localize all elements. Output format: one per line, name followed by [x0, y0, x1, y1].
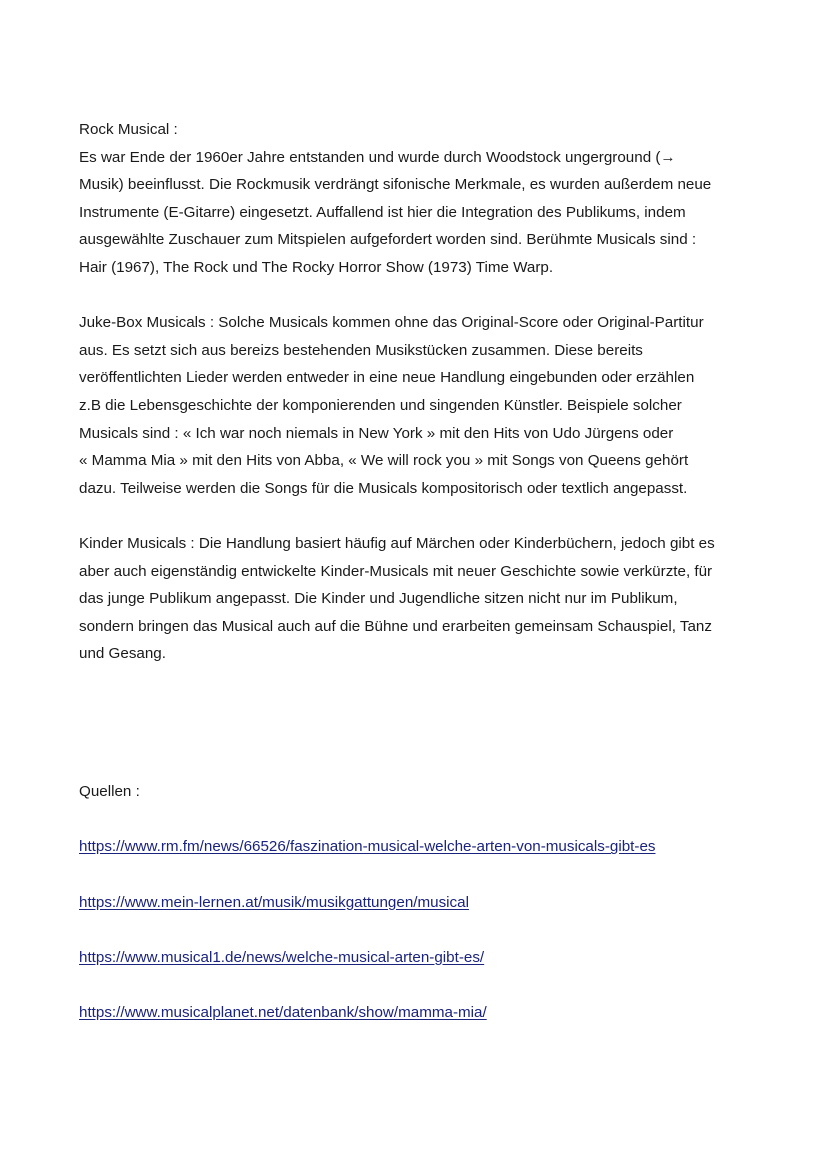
source-item — [79, 833, 759, 861]
sources-heading: Quellen : — [79, 783, 140, 801]
source-link-musicalplanet[interactable]: https://www.musicalplanet.net/datenbank/show/mamma-mia/ — [79, 1004, 487, 1022]
section-kinder-musicals — [79, 530, 759, 668]
paragraph-line: Kinder Musicals : Die Handlung basiert häufig auf Märchen oder Kinderbüchern, jedoch gibt es — [79, 534, 715, 552]
paragraph-line: Musicals sind : « Ich war noch niemals in New York » mit den Hits von Udo Jürgens oder — [79, 424, 674, 442]
paragraph-line: z.B die Lebensgeschichte der komponierenden und singenden Künstler. Beispiele solcher — [79, 396, 682, 414]
source-item — [79, 889, 759, 917]
section-heading-line: Rock Musical : — [79, 121, 178, 138]
source-item — [79, 999, 759, 1027]
sources-list — [79, 833, 759, 1026]
source-link-rm-fm[interactable]: https://www.rm.fm/news/66526/faszination-musical-welche-arten-von-musicals-gibt-es — [79, 838, 656, 856]
paragraph-line: ausgewählte Zuschauer zum Mitspielen aufgefordert worden sind. Berühmte Musicals sind : — [79, 231, 697, 249]
paragraph-line: Musik) beeinflusst. Die Rockmusik verdrängt sifonische Merkmale, es wurden außerdem neue — [79, 176, 712, 194]
paragraph-line: Es war Ende der 1960er Jahre entstanden und wurde durch Woodstock ungerground (→ — [79, 148, 676, 166]
paragraph-line: Hair (1967), The Rock und The Rocky Horror Show (1973) Time Warp. — [79, 258, 554, 276]
section-spacer — [79, 695, 759, 778]
paragraph-line: und Gesang. — [79, 645, 166, 663]
section-juke-box-musicals — [79, 309, 759, 502]
paragraph-line: aus. Es setzt sich aus bereizs bestehenden Musikstücken zusammen. Diese bereits — [79, 341, 643, 359]
paragraph-line: aber auch eigenständig entwickelte Kinder-Musicals mit neuer Geschichte sowie verkürzte, für — [79, 562, 713, 580]
paragraph-line: Instrumente (E-Gitarre) eingesetzt. Auffallend ist hier die Integration des Publikums, indem — [79, 203, 686, 221]
paragraph-line: das junge Publikum angepasst. Die Kinder und Jugendliche sitzen nicht nur im Publikum, — [79, 590, 678, 608]
paragraph-line: sondern bringen das Musical auch auf die Bühne und erarbeiten gemeinsam Schauspiel, Tanz — [79, 617, 712, 635]
source-item — [79, 944, 759, 972]
document-body — [79, 116, 759, 1054]
paragraph-line: Juke-Box Musicals : Solche Musicals kommen ohne das Original-Score oder Original-Partitur — [79, 314, 704, 332]
paragraph-line: « Mamma Mia » mit den Hits von Abba, « We will rock you » mit Songs von Queens gehört — [79, 452, 689, 470]
source-link-musical1[interactable]: https://www.musical1.de/news/welche-musical-arten-gibt-es/ — [79, 948, 485, 966]
paragraph-line: dazu. Teilweise werden die Songs für die Musicals kompositorisch oder textlich angepasst. — [79, 479, 688, 497]
source-link-mein-lernen[interactable]: https://www.mein-lernen.at/musik/musikgattungen/musical — [79, 893, 469, 911]
section-rock-musical — [79, 116, 759, 282]
paragraph-line: veröffentlichten Lieder werden entweder in eine neue Handlung eingebunden oder erzählen — [79, 369, 695, 387]
